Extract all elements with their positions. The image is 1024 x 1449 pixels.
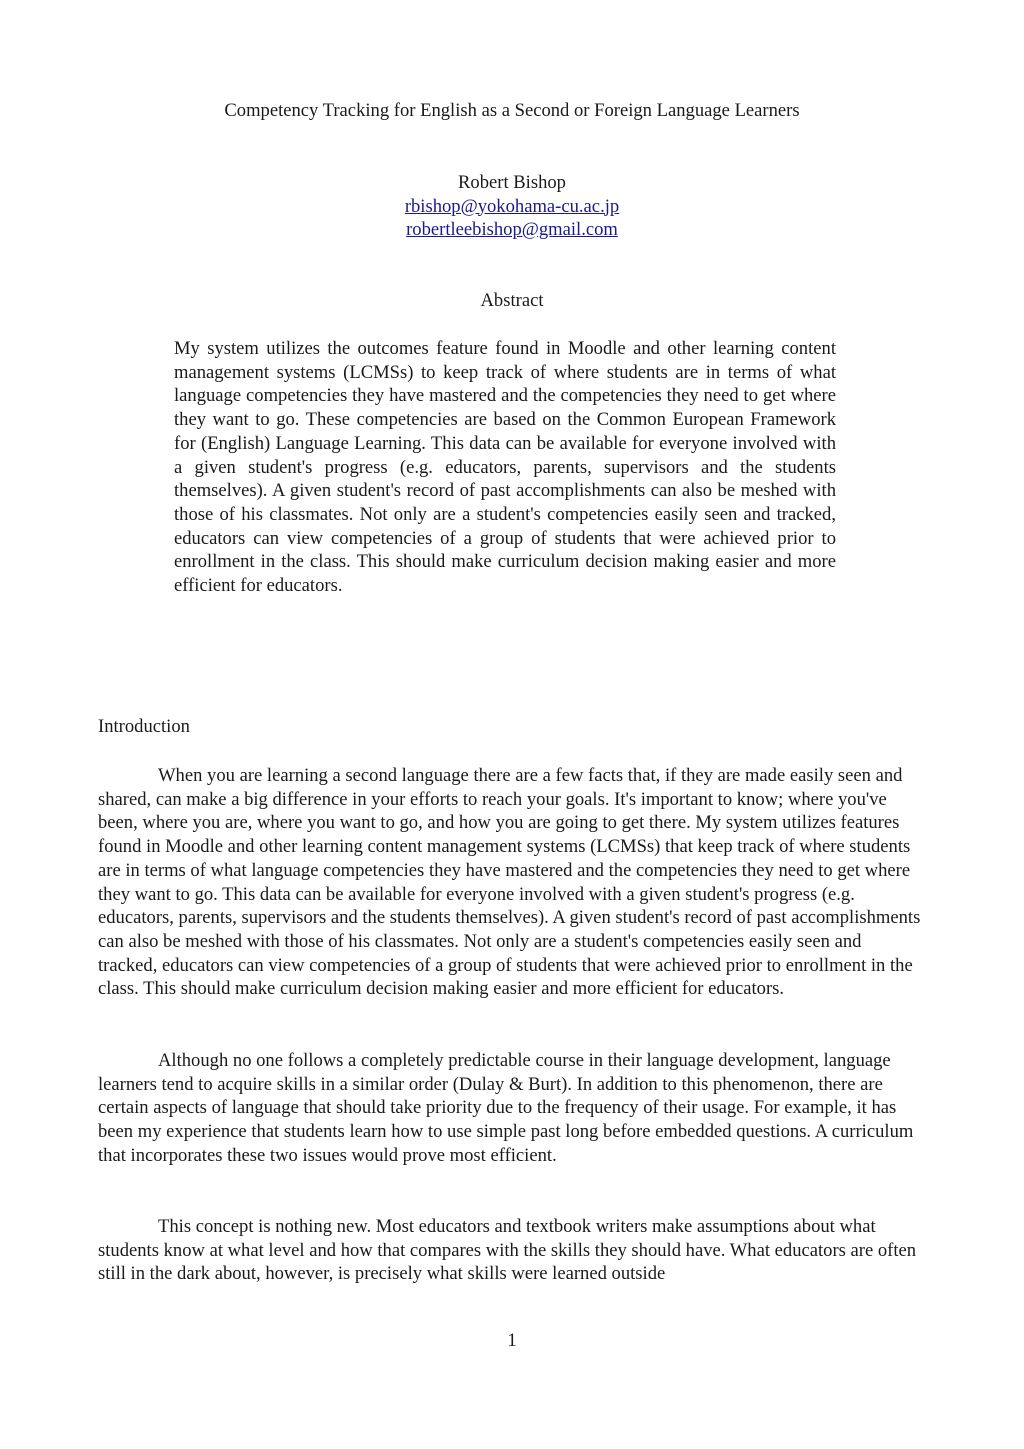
author-email-link-alt[interactable]: robertleebishop@gmail.com <box>406 219 618 240</box>
intro-paragraph-2: Although no one follows a completely predictable course in their language development, language learners tend to acquire skills in a similar order (Dulay & Burt). In addition to this phenomenon, there are certain aspects of language that should take priority due to the frequency of their usage. For example, it has been my experience that students learn how to use simple past long before embedded questions. A curriculum that incorporates these two issues would prove most efficient. <box>98 1050 914 1166</box>
abstract-text: My system utilizes the outcomes feature found in Moodle and other learning content management systems (LCMSs) to keep track of where students are in terms of what language competencies they have mastered and the competencies they need to get where they want to go. These competencies are based on the Common European Framework for (English) Language Learning. This data can be available for everyone involved with a given student's progress (e.g. educators, parents, supervisors and the students themselves). A given student's record of past accomplishments can also be meshed with those of his classmates. Not only are a student's competencies easily seen and tracked, educators can view competencies of a group of students that were achieved prior to enrollment in the class. This should make curriculum decision making easier and more efficient for educators. <box>174 338 836 597</box>
author-block <box>0 171 1024 242</box>
page-number: 1 <box>507 1330 517 1351</box>
intro-paragraph-3: This concept is nothing new. Most educators and textbook writers make assumptions about what students know at what level and how that compares with the skills they should have. What educators are often still in the dark about, however, is precisely what skills were learned outside <box>98 1216 917 1285</box>
author-email-link[interactable]: rbishop@yokohama-cu.ac.jp <box>404 195 620 217</box>
abstract-heading: Abstract <box>480 290 544 311</box>
author-name: Robert Bishop <box>458 172 566 193</box>
intro-paragraph-1: When you are learning a second language there are a few facts that, if they are made easily seen and shared, can make a big difference in your efforts to reach your goals. It's important to know; where you've been, where you are, where you want to go, and how you are going to get there. My system utilizes features found in Moodle and other learning content management systems (LCMSs) that keep track of where students are in terms of what language competencies they have mastered and the competencies they need to get where they want to go. This data can be available for everyone involved with a given student's progress (e.g. educators, parents, supervisors and the students themselves). A given student's record of past accomplishments can also be meshed with those of his classmates. Not only are a student's competencies easily seen and tracked, educators can view competencies of a group of students that were achieved prior to enrollment in the class. This should make curriculum decision making easier and more efficient for educators. <box>98 765 921 1000</box>
paper-title: Competency Tracking for English as a Second or Foreign Language Learners <box>224 100 800 121</box>
introduction-heading: Introduction <box>98 716 190 737</box>
